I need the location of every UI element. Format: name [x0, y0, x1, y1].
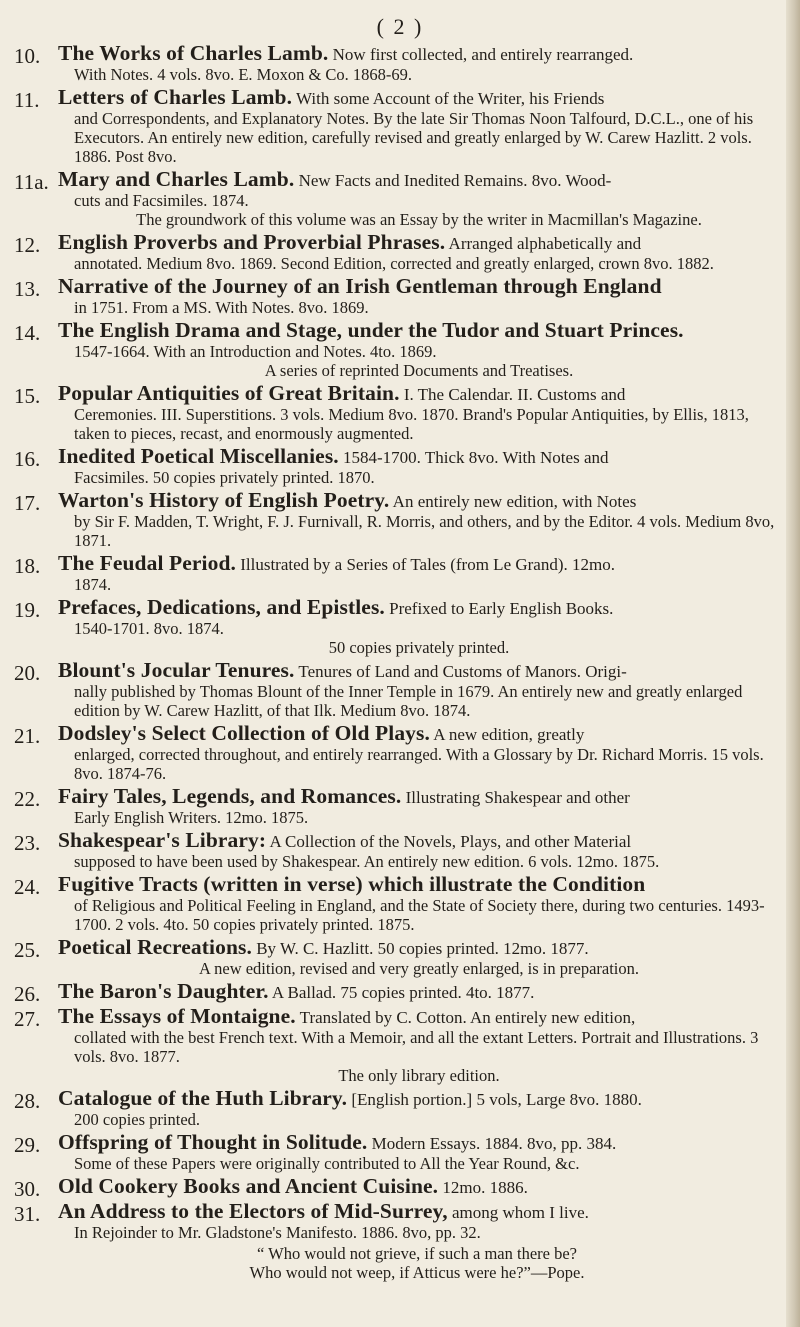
entry-note: The groundwork of this volume was an Essay by the writer in Macmillan's Magazine.	[136, 210, 702, 229]
book-entry	[14, 596, 780, 657]
entry-title-line	[58, 86, 780, 109]
entry-title: Narrative of the Journey of an Irish Gentleman through England	[58, 274, 662, 298]
book-entry	[14, 231, 780, 273]
entry-title-line	[58, 275, 780, 298]
entry-number: 14.	[14, 321, 41, 345]
entry-title-line	[58, 231, 780, 254]
entry-details: 200 copies printed.	[74, 1110, 201, 1129]
book-entry	[14, 873, 780, 934]
closing-quote-line-2: Who would not weep, if Atticus were he?”—Pope.	[249, 1263, 585, 1282]
entry-number: 18.	[14, 554, 41, 578]
entry-note: The only library edition.	[338, 1066, 500, 1085]
entry-title: Blount's Jocular Tenures.	[58, 658, 295, 682]
entry-title-rest: A Ballad. 75 copies printed. 4to. 1877.	[268, 983, 535, 1002]
entry-title-line	[58, 489, 780, 512]
entry-title-rest: 12mo. 1886.	[438, 1178, 528, 1197]
entry-title-line	[58, 722, 780, 745]
book-entry	[14, 979, 780, 1006]
entry-title-rest: Translated by C. Cotton. An entirely new edition,	[295, 1008, 636, 1027]
entry-details: enlarged, corrected throughout, and entirely rearranged. With a Glossary by Dr. Richard Morris. 15 vols. 8vo. 1874-76.	[74, 745, 764, 783]
entry-title: An Address to the Electors of Mid-Surrey,	[58, 1199, 448, 1223]
entry-title-rest: A new edition, greatly	[429, 725, 585, 744]
entry-title-rest: Modern Essays. 1884. 8vo, pp. 384.	[367, 1134, 617, 1153]
entry-title-line	[58, 659, 780, 682]
entry-number: 11.	[14, 88, 40, 112]
entry-title-rest: Arranged alphabetically and	[445, 234, 642, 253]
entry-title-line	[58, 168, 780, 191]
entry-details: Some of these Papers were originally contributed to All the Year Round, &c.	[74, 1154, 580, 1173]
entry-number: 19.	[14, 598, 41, 622]
entry-title-rest: Now first collected, and entirely rearranged.	[328, 45, 634, 64]
entry-title-rest: Prefixed to Early English Books.	[384, 599, 614, 618]
entry-title-line	[58, 1005, 780, 1028]
book-entry	[14, 1174, 780, 1201]
entry-title: The Baron's Daughter.	[58, 979, 269, 1003]
entry-title-line	[58, 873, 780, 896]
book-entry	[14, 319, 780, 380]
entry-details: cuts and Facsimiles. 1874.	[74, 191, 249, 210]
entry-number: 21.	[14, 724, 41, 748]
entry-title: Popular Antiquities of Great Britain.	[58, 381, 400, 405]
entry-title-rest: [English portion.] 5 vols, Large 8vo. 1880.	[347, 1090, 642, 1109]
book-entry	[14, 42, 780, 84]
entry-title: Fairy Tales, Legends, and Romances.	[58, 784, 402, 808]
entry-details: of Religious and Political Feeling in England, and the State of Society there, during two centuries. 1493-1700. 2 vols. 4to. 50 copies privately printed. 1875.	[74, 896, 765, 934]
entry-title-line	[58, 1087, 780, 1110]
entry-number: 13.	[14, 277, 41, 301]
entry-title-line	[58, 1175, 780, 1198]
book-entry	[14, 489, 780, 550]
entry-title: Poetical Recreations.	[58, 935, 252, 959]
entry-title-line	[58, 445, 780, 468]
entry-title: Offspring of Thought in Solitude.	[58, 1130, 368, 1154]
entry-title: Old Cookery Books and Ancient Cuisine.	[58, 1174, 439, 1198]
book-entry	[14, 86, 780, 166]
entry-number: 20.	[14, 661, 41, 685]
entry-details: Facsimiles. 50 copies privately printed. 1870.	[74, 468, 375, 487]
entry-title-rest: I. The Calendar. II. Customs and	[399, 385, 626, 404]
book-list	[14, 42, 780, 1282]
entry-title: The Feudal Period.	[58, 551, 236, 575]
book-entry	[14, 785, 780, 827]
entry-title-rest: Illustrated by a Series of Tales (from Le Grand). 12mo.	[235, 555, 615, 574]
entry-details: in 1751. From a MS. With Notes. 8vo. 1869.	[74, 298, 369, 317]
entry-details: With Notes. 4 vols. 8vo. E. Moxon & Co. 1868-69.	[74, 65, 413, 84]
book-entry	[14, 168, 780, 229]
entry-title: Catalogue of the Huth Library.	[58, 1086, 348, 1110]
entry-number: 28.	[14, 1089, 41, 1113]
entry-title-line	[58, 42, 780, 65]
entry-title-line	[58, 596, 780, 619]
entry-title-rest: By W. C. Hazlitt. 50 copies printed. 12mo. 1877.	[251, 939, 589, 958]
entry-number: 15.	[14, 384, 41, 408]
book-entry	[14, 1005, 780, 1085]
page-edge	[786, 0, 800, 1327]
entry-title-rest: 1584-1700. Thick 8vo. With Notes and	[338, 448, 609, 467]
entry-title: Shakespear's Library:	[58, 828, 267, 852]
entry-details: and Correspondents, and Explanatory Notes. By the late Sir Thomas Noon Talfourd, D.C.L., one of his Executors. An entirely new edition, carefully revised and greatly enlarged by W. Carew Hazlitt. 2 vols. 1886. Post 8vo.	[74, 109, 754, 166]
entry-title: The English Drama and Stage, under the Tudor and Stuart Princes.	[58, 318, 684, 342]
entry-details: 1874.	[74, 575, 112, 594]
entry-note: A new edition, revised and very greatly enlarged, is in preparation.	[198, 959, 639, 978]
entry-title: Mary and Charles Lamb.	[58, 167, 295, 191]
book-entry	[14, 659, 780, 720]
closing-quote-line-1: “ Who would not grieve, if such a man there be?	[257, 1244, 577, 1263]
entry-title-rest: Tenures of Land and Customs of Manors. Origi-	[294, 662, 627, 681]
entry-number: 26.	[14, 982, 41, 1006]
entry-details: nally published by Thomas Blount of the Inner Temple in 1679. An entirely new and greatly enlarged edition by W. Carew Hazlitt, of that Ilk. Medium 8vo. 1874.	[74, 682, 743, 720]
book-entry	[14, 552, 780, 594]
entry-title-line	[58, 319, 780, 342]
book-entry	[14, 275, 780, 317]
entry-number: 23.	[14, 831, 41, 855]
entry-title-rest: With some Account of the Writer, his Friends	[292, 89, 605, 108]
entry-details: In Rejoinder to Mr. Gladstone's Manifesto. 1886. 8vo, pp. 32.	[74, 1223, 481, 1242]
entry-number: 29.	[14, 1133, 41, 1157]
entry-number: 24.	[14, 875, 41, 899]
entry-number: 10.	[14, 44, 41, 68]
entry-number: 16.	[14, 447, 41, 471]
book-entry	[14, 829, 780, 871]
entry-number: 30.	[14, 1177, 41, 1201]
entry-title-line	[58, 980, 780, 1003]
entry-number: 27.	[14, 1007, 41, 1031]
entry-title: Fugitive Tracts (written in verse) which illustrate the Condition	[58, 872, 646, 896]
entry-title-rest: Illustrating Shakespear and other	[401, 788, 630, 807]
entry-title: Warton's History of English Poetry.	[58, 488, 390, 512]
book-entry	[14, 1131, 780, 1173]
entry-details: by Sir F. Madden, T. Wright, F. J. Furnivall, R. Morris, and others, and by the Editor. 4 vols. Medium 8vo, 1871.	[74, 512, 775, 550]
entry-details: Early English Writers. 12mo. 1875.	[74, 808, 309, 827]
entry-title-rest: An entirely new edition, with Notes	[389, 492, 637, 511]
entry-details: supposed to have been used by Shakespear. An entirely new edition. 6 vols. 12mo. 1875.	[74, 852, 660, 871]
entry-details: Ceremonies. III. Superstitions. 3 vols. Medium 8vo. 1870. Brand's Popular Antiquities, by Ellis, 1813, taken to pieces, recast, and enormously augmented.	[74, 405, 749, 443]
entry-details: 1547-1664. With an Introduction and Notes. 4to. 1869.	[74, 342, 437, 361]
entry-number: 12.	[14, 233, 41, 257]
entry-title: The Works of Charles Lamb.	[58, 41, 329, 65]
entry-title: Dodsley's Select Collection of Old Plays.	[58, 721, 430, 745]
book-entry	[14, 1087, 780, 1129]
entry-title-line	[58, 829, 780, 852]
entry-number: 25.	[14, 938, 41, 962]
entry-details: 1540-1701. 8vo. 1874.	[74, 619, 224, 638]
entry-title: Letters of Charles Lamb.	[58, 85, 293, 109]
entry-number: 11a.	[14, 170, 49, 194]
entry-number: 22.	[14, 787, 41, 811]
entry-note: 50 copies privately printed.	[328, 638, 510, 657]
entry-title-rest: New Facts and Inedited Remains. 8vo. Wood-	[294, 171, 612, 190]
page-number: ( 2 )	[376, 14, 424, 39]
book-entry	[14, 445, 780, 487]
entry-number: 31.	[14, 1202, 41, 1226]
book-entry	[14, 1200, 780, 1242]
entry-title-rest: among whom I live.	[447, 1203, 589, 1222]
entry-title-line	[58, 785, 780, 808]
entry-title-line	[58, 936, 780, 959]
entry-details: annotated. Medium 8vo. 1869. Second Edition, corrected and greatly enlarged, crown 8vo. 1882.	[74, 254, 714, 273]
entry-title-line	[58, 552, 780, 575]
entry-title-rest: A Collection of the Novels, Plays, and other Material	[266, 832, 632, 851]
entry-note: A series of reprinted Documents and Treatises.	[264, 361, 574, 380]
entry-number: 17.	[14, 491, 41, 515]
entry-title-line	[58, 1131, 780, 1154]
entry-title-line	[58, 1200, 780, 1223]
entry-title: Inedited Poetical Miscellanies.	[58, 444, 339, 468]
book-entry	[14, 382, 780, 443]
entry-title-line	[58, 382, 780, 405]
entry-title: Prefaces, Dedications, and Epistles.	[58, 595, 385, 619]
book-entry	[14, 936, 780, 978]
book-entry	[14, 722, 780, 783]
entry-title: The Essays of Montaigne.	[58, 1004, 296, 1028]
entry-details: collated with the best French text. With a Memoir, and all the extant Letters. Portrait and Illustrations. 3 vols. 8vo. 1877.	[74, 1028, 759, 1066]
entry-title: English Proverbs and Proverbial Phrases.	[58, 230, 446, 254]
